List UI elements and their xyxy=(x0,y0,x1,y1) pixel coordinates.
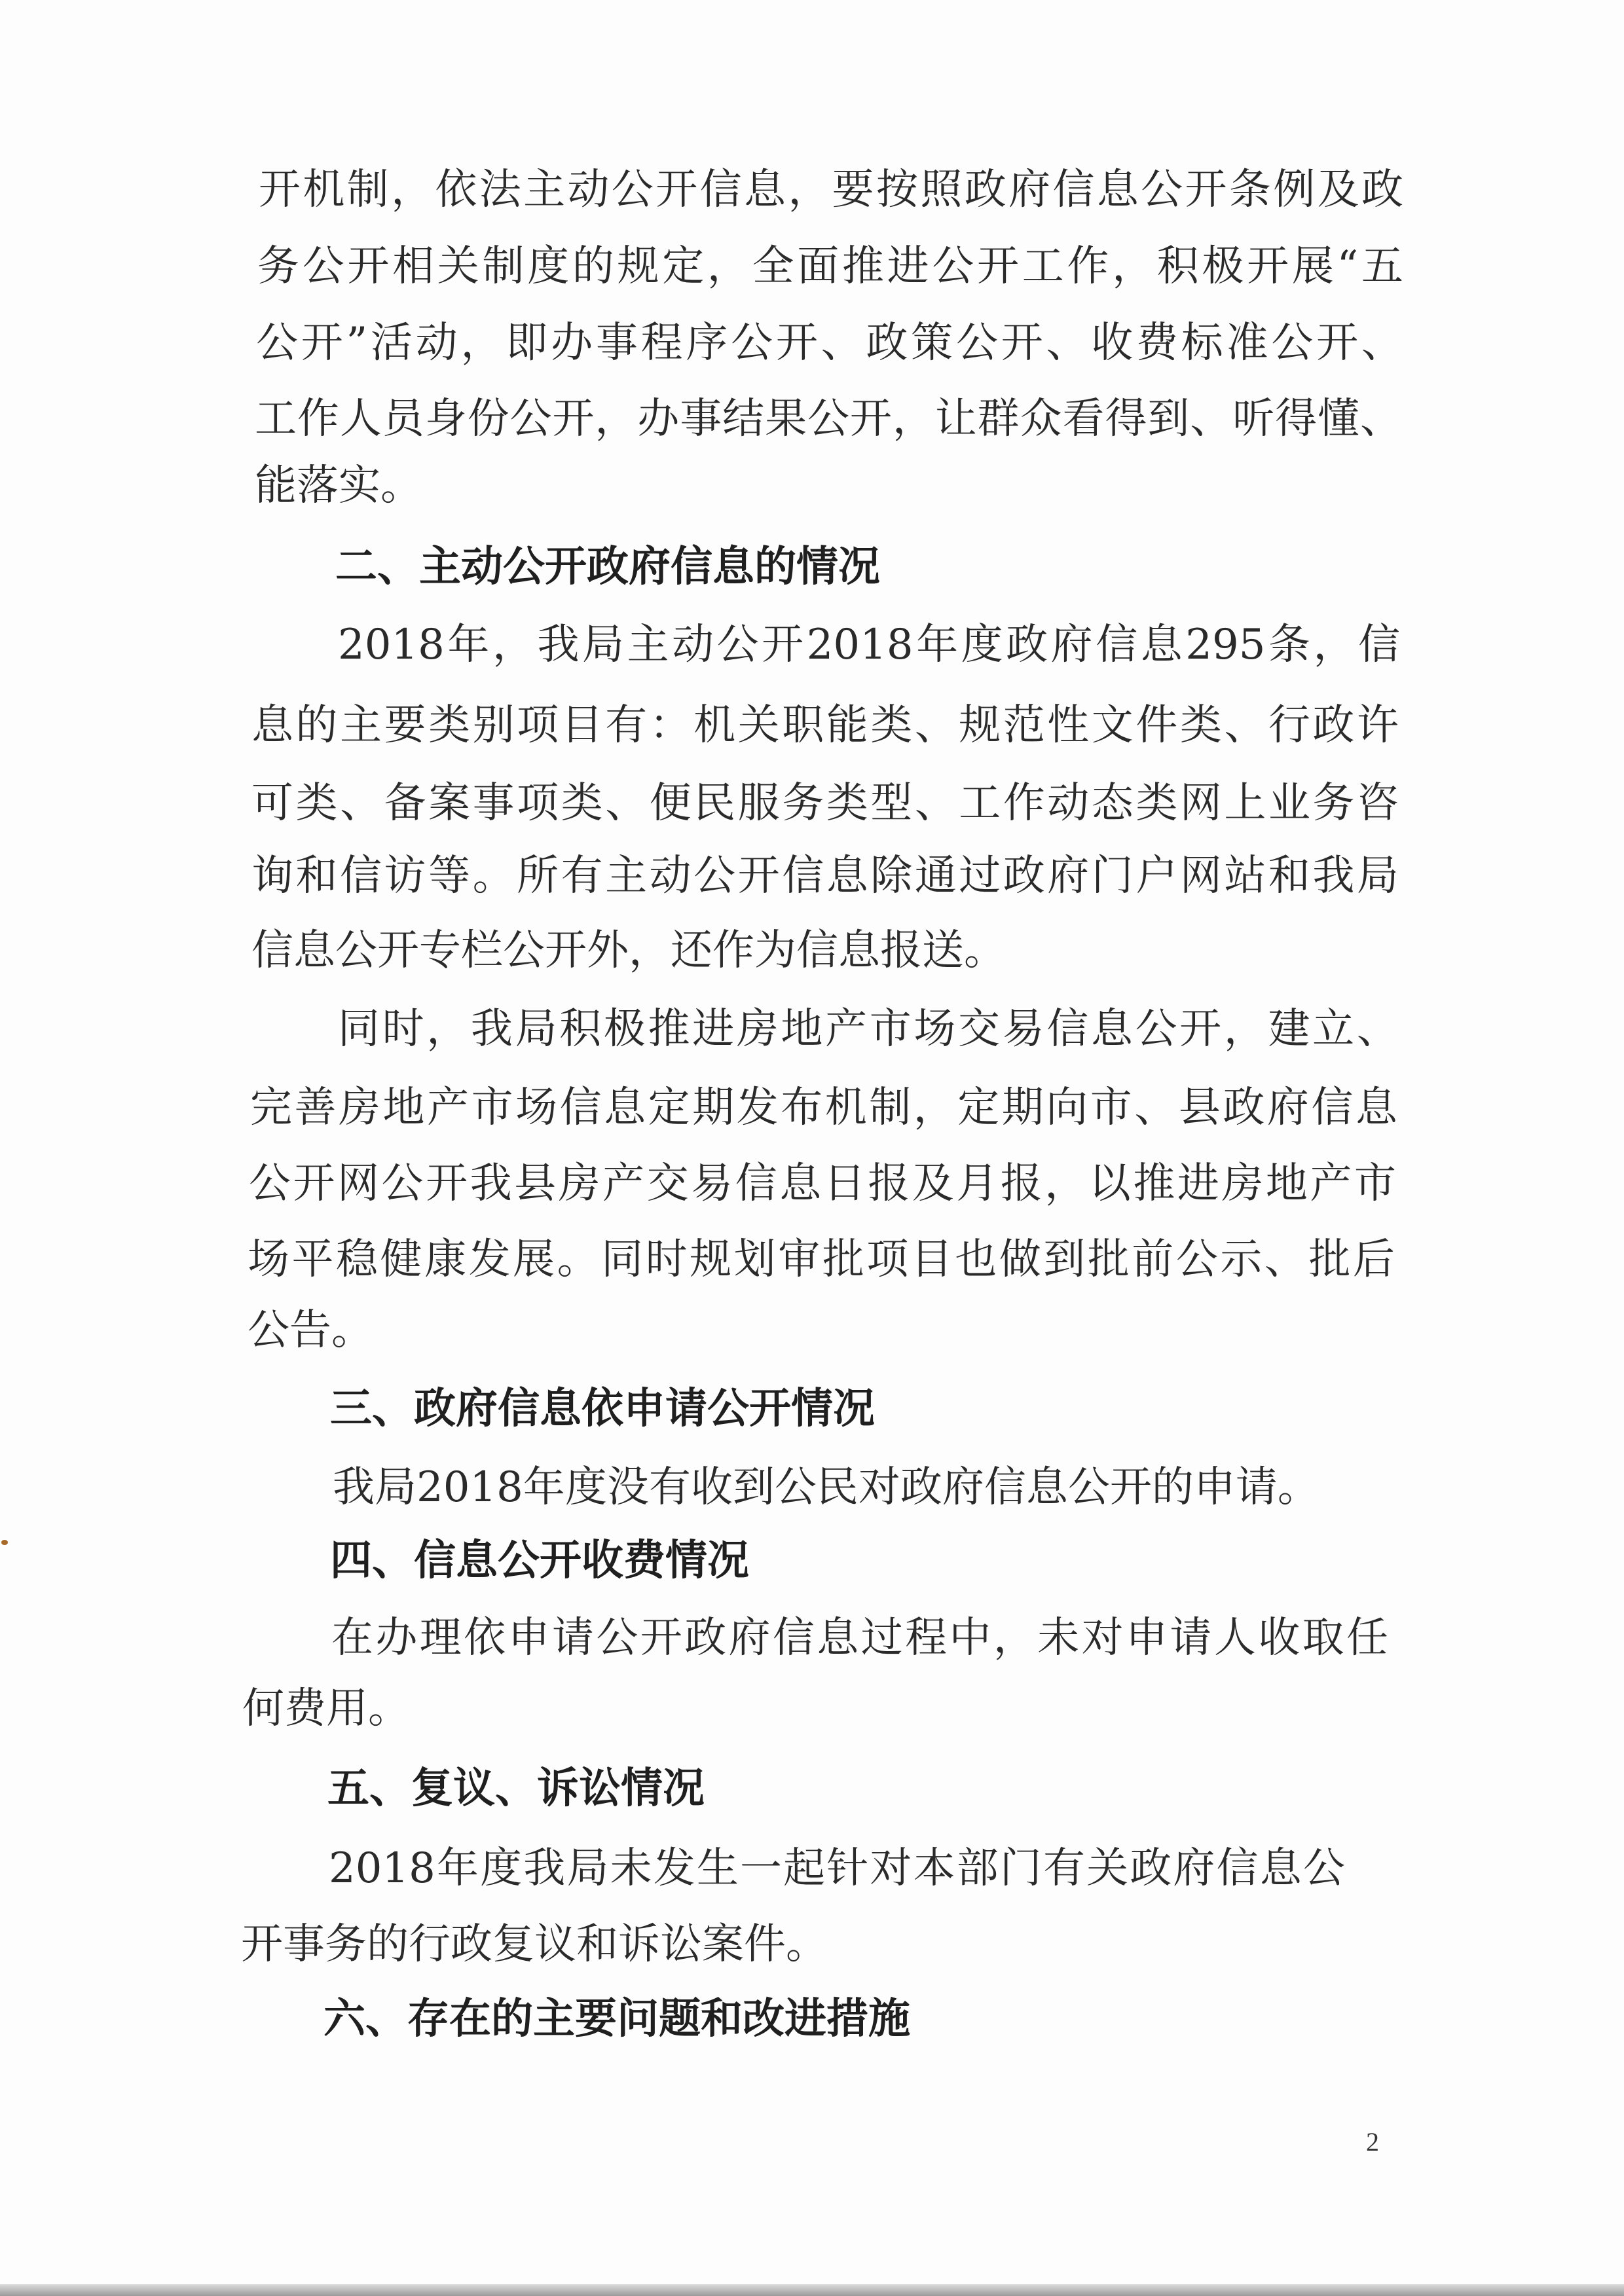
section-6-heading: 六、存在的主要问题和改进措施 xyxy=(323,1995,910,2043)
scan-speck xyxy=(1,1540,8,1545)
section-2-para2-line-5: 公告。 xyxy=(248,1306,373,1355)
intro-line-4: 工 作 人 员 身 份 公 开 ， 办 事 结 果 公 开 ， 让 群 众 看 得 到 、 听 得 懂 、 xyxy=(255,395,1402,443)
section-2-para1-line-4: 询 和 信 访 等 。 所 有 主 动 公 开 信 息 除 通 过 政 府 门 户 网 站 和 我 局 xyxy=(251,852,1399,900)
section-5-heading: 五、复议、诉讼情况 xyxy=(327,1764,705,1813)
section-2-para2-line-3: 公 开 网 公 开 我 县 房 产 交 易 信 息 日 报 及 月 报 ， 以 推 进 房 地 产 市 xyxy=(249,1159,1396,1208)
section-2-para2-line-1: 同 时 ， 我 局 积 极 推 进 房 地 产 市 场 交 易 信 息 公 开 ， 建 立 、 xyxy=(338,1005,1399,1053)
section-4-para-line-2: 何费用。 xyxy=(242,1685,410,1733)
intro-line-1: 开 机 制 ， 依 法 主 动 公 开 信 息 ， 要 按 照 政 府 信 息 公 开 条 例 及 政 xyxy=(259,166,1403,214)
section-5-para-line-1: 2018 年 度 我 局 未 发 生 一 起 针 对 本 部 门 有 关 政 府 信 息 公 xyxy=(329,1844,1345,1893)
section-2-para1-line-2: 息 的 主 要 类 别 项 目 有 ： 机 关 职 能 类 、 规 范 性 文 件 类 、 行 政 许 xyxy=(251,701,1399,750)
section-2-para1-line-5: 信息公开专栏公开外，还作为信息报送。 xyxy=(251,926,1006,975)
scan-bottom-edge xyxy=(0,2284,1624,2296)
section-5-para-line-2: 开事务的行政复议和诉讼案件。 xyxy=(241,1920,828,1969)
page-number: 2 xyxy=(1366,2127,1379,2157)
section-3-para-line-1: 我局2018年度没有收到公民对政府信息公开的申请。 xyxy=(333,1463,1320,1512)
section-2-para2-line-2: 完 善 房 地 产 市 场 信 息 定 期 发 布 机 制 ， 定 期 向 市 、 县 政 府 信 息 xyxy=(250,1084,1397,1132)
section-2-para1-line-3: 可 类 、 备 案 事 项 类 、 便 民 服 务 类 型 、 工 作 动 态 类 网 上 业 务 咨 xyxy=(251,779,1399,828)
intro-line-5: 能落实。 xyxy=(255,462,422,510)
section-4-heading: 四、信息公开收费情况 xyxy=(330,1537,749,1585)
intro-line-2: 务 公 开 相 关 制 度 的 规 定 ， 全 面 推 进 公 开 工 作 ， 积 极 开 展 “ 五 xyxy=(257,242,1403,291)
intro-line-3: 公 开 ” 活 动 ， 即 办 事 程 序 公 开 、 政 策 公 开 、 收 费 标 准 公 开 、 xyxy=(256,319,1403,367)
section-2-heading: 二、主动公开政府信息的情况 xyxy=(335,543,880,591)
section-2-para1-line-1: 2018 年 ， 我 局 主 动 公 开 2018 年 度 政 府 信 息 295 条 ， 信 xyxy=(338,621,1400,669)
section-4-para-line-1: 在 办 理 依 申 请 公 开 政 府 信 息 过 程 中 ， 未 对 申 请 人 收 取 任 xyxy=(331,1614,1388,1662)
section-3-heading: 三、政府信息依申请公开情况 xyxy=(330,1385,875,1433)
section-2-para2-line-4: 场 平 稳 健 康 发 展 。 同 时 规 划 审 批 项 目 也 做 到 批 前 公 示 、 批 后 xyxy=(248,1235,1395,1284)
